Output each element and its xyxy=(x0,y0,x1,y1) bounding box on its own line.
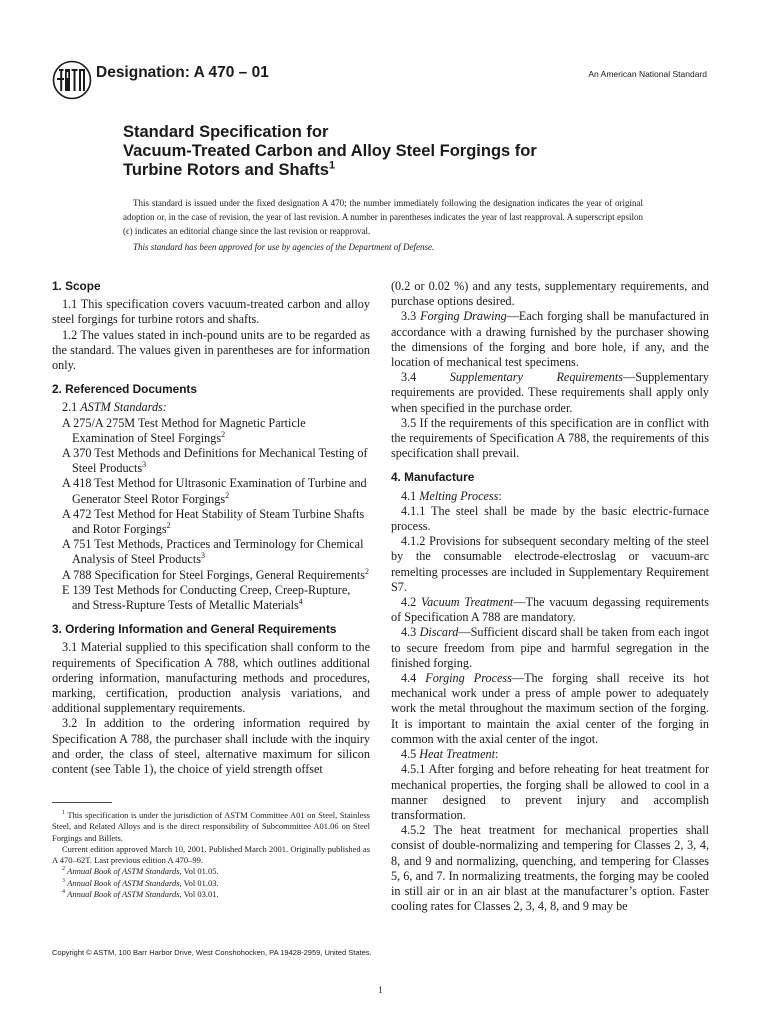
title-line-3 xyxy=(123,161,683,180)
ref-footnote-mark: 2 xyxy=(225,490,230,500)
para-4-5-1: 4.5.1 After forging and before reheating for heat treatment for mechanical properties, the forging shall be allowed to cool in a manner designed to prevent injury and accomplish transformation. xyxy=(391,762,709,822)
para-title: Forging Process xyxy=(425,671,512,686)
footnote-2 xyxy=(52,866,370,877)
para-text: —Supplementary requirements are provided. These requirements shall apply only when specified in the purchase order. xyxy=(391,370,710,415)
footnote-1 xyxy=(52,810,370,844)
footnote-3 xyxy=(52,878,370,889)
section-2-heading: 2. Referenced Documents xyxy=(52,382,197,397)
ref-text: A 275/A 275M Test Method for Magnetic Particle Examination of Steel Forgings xyxy=(62,415,306,445)
designation: Designation: A 470 – 01 xyxy=(96,64,269,81)
ref-footnote-mark: 3 xyxy=(142,460,147,470)
para-3-5: 3.5 If the requirements of this specification are in conflict with the requirements of Specification A 788, the requirements of this specification shall prevail. xyxy=(391,415,709,461)
section-4-heading: 4. Manufacture xyxy=(391,470,475,485)
para-num: 4.1 xyxy=(401,488,420,503)
para-4-4 xyxy=(391,671,709,747)
para-colon: : xyxy=(495,747,499,762)
footnote-volume: , Vol 03.01. xyxy=(179,889,219,900)
para-num: 4.4 xyxy=(401,671,426,686)
title-line-3-text: Turbine Rotors and Shafts xyxy=(123,161,329,179)
astm-logo xyxy=(52,60,92,100)
ref-a418 xyxy=(52,476,370,506)
dod-approval-note: This standard has been approved for use by agencies of the Department of Defense. xyxy=(133,242,435,252)
para-4-1 xyxy=(391,489,709,504)
para-text: —The forging shall receive its hot mechanical work under a press of ample power to adequately work the metal throughout the maximum section of the forging. It is important to maintain the axial center of the forging in common with the axial center of the ingot. xyxy=(391,671,709,746)
ref-text: E 139 Test Methods for Conducting Creep, Creep-Rupture, and Stress-Rupture Tests of Metallic Materials xyxy=(62,582,351,613)
para-4-3 xyxy=(391,625,709,671)
para-4-5 xyxy=(391,747,709,762)
ref-text: A 751 Test Methods, Practices and Terminology for Chemical Analysis of Steel Products xyxy=(62,537,364,567)
para-4-2 xyxy=(391,595,709,625)
footnote-mark: 3 xyxy=(62,877,65,884)
footnote-text: This specification is under the jurisdiction of ASTM Committee A01 on Steel, Stainless Steel, and Related Alloys and is the direct responsibility of Subcommittee A01.06 on Steel Forgings and Billets. xyxy=(52,810,370,843)
para-title: Melting Process xyxy=(419,488,499,503)
para-text: —Each forging shall be manufactured in accordance with a drawing furnished by the purchaser showing the dimensions of the forging and bore hole, if any, and the location of mechanical test specimens. xyxy=(391,309,710,370)
copyright-notice: Copyright © ASTM, 100 Barr Harbor Drive, West Conshohocken, PA 19428-2959, United States. xyxy=(52,948,372,957)
para-2-1 xyxy=(52,400,370,415)
para-4-1-1: 4.1.1 The steel shall be made by the basic electric-furnace process. xyxy=(391,503,709,534)
ref-footnote-mark: 2 xyxy=(166,520,171,530)
section-1-heading: 1. Scope xyxy=(52,279,101,293)
para-num: 3.3 xyxy=(401,309,421,324)
ref-a751 xyxy=(52,537,370,567)
para-4-5-2: 4.5.2 The heat treatment for mechanical properties shall consist of double-normalizing and tempering for Classes 2, 3, 4, 8, and 9 and normalizing, quenching, and tempering for Classes 5, 6, and 7. In normalizing treatments, the forging may be cooled in still air or in an air blast at the manufacturer’s option. Faster cooling rates for Classes 2, 3, 4, 8, and 9 may be xyxy=(391,823,709,914)
ref-text: A 418 Test Method for Ultrasonic Examination of Turbine and Generator Steel Rotor Forgings xyxy=(62,476,367,506)
para-3-2-continued: (0.2 or 0.02 %) and any tests, supplementary requirements, and purchase options desired. xyxy=(391,279,709,309)
footnote-1-edition: Current edition approved March 10, 2001. Published March 2001. Originally published as A 470–62T. Last previous edition A 470–99. xyxy=(52,843,370,866)
title-line-2: Vacuum-Treated Carbon and Alloy Steel Forgings for xyxy=(123,142,537,160)
footnote-mark: 1 xyxy=(62,810,65,817)
para-num: 4.2 xyxy=(401,595,421,610)
footnote-mark: 2 xyxy=(62,866,65,873)
para-colon: : xyxy=(498,488,502,503)
para-title: Supplementary Requirements xyxy=(449,370,624,385)
american-national-standard-label: An American National Standard xyxy=(588,69,707,79)
para-3-1: 3.1 Material supplied to this specification shall conform to the requirements of Specification A 788, which outlines additional ordering information, manufacturing methods and procedures, marking, certification, production analysis variations, and additional supplementary requirements. xyxy=(52,640,370,716)
para-2-1-num: 2.1 xyxy=(62,400,81,415)
page-number: 1 xyxy=(378,986,383,996)
para-2-1-title: ASTM Standards: xyxy=(80,400,167,415)
para-title: Heat Treatment xyxy=(419,747,495,762)
title-line-1: Standard Specification for xyxy=(123,123,329,141)
ref-text: A 788 Specification for Steel Forgings, General Requirements xyxy=(62,567,366,582)
ref-footnote-mark: 2 xyxy=(221,429,226,439)
para-num: 4.3 xyxy=(401,625,420,640)
para-num: 3.4 xyxy=(401,370,450,385)
para-title: Vacuum Treatment xyxy=(421,595,514,610)
footnote-4 xyxy=(52,889,370,900)
para-4-1-2: 4.1.2 Provisions for subsequent secondary melting of the steel by the consumable electrode-electroslag or vacuum-arc remelting processes are included in Supplementary Requirement S7. xyxy=(391,534,709,594)
footnote-volume: , Vol 01.05. xyxy=(179,866,219,877)
para-text: —Sufficient discard shall be taken from each ingot to secure freedom from pipe and harmful segregation in the finished forging. xyxy=(391,625,709,670)
footnote-mark: 4 xyxy=(62,889,65,896)
ref-footnote-mark: 2 xyxy=(365,566,370,576)
ref-e139 xyxy=(52,583,370,613)
footnote-text: Annual Book of ASTM Standards xyxy=(67,877,180,888)
ref-text: A 472 Test Method for Heat Stability of Steam Turbine Shafts and Rotor Forgings xyxy=(62,506,365,537)
ref-text: A 370 Test Methods and Definitions for Mechanical Testing of Steel Products xyxy=(62,446,368,476)
para-title: Forging Drawing xyxy=(420,309,507,324)
left-column xyxy=(52,279,370,777)
document-title xyxy=(123,123,683,180)
para-text: —The vacuum degassing requirements of Specification A 788 are mandatory. xyxy=(391,595,710,625)
right-column xyxy=(391,279,709,914)
ref-footnote-mark: 4 xyxy=(298,597,303,606)
para-num: 4.5 xyxy=(401,747,420,762)
ref-a370 xyxy=(52,446,370,476)
para-1-2: 1.2 The values stated in inch-pound units are to be regarded as the standard. The values given in parentheses are for information only. xyxy=(52,327,370,373)
ref-footnote-mark: 3 xyxy=(200,551,205,561)
footnote-rule xyxy=(52,802,112,803)
ref-a275 xyxy=(52,416,370,446)
para-3-4 xyxy=(391,370,709,416)
para-3-3 xyxy=(391,309,709,370)
ref-a788 xyxy=(52,568,370,583)
footnotes xyxy=(52,810,370,900)
para-3-2: 3.2 In addition to the ordering information required by Specification A 788, the purchaser shall include with the inquiry and order, the class of steel, alternative maximum for silicon content (see Table 1), the choice of yield strength offset xyxy=(52,716,370,777)
para-1-1: 1.1 This specification covers vacuum-treated carbon and alloy steel forgings for turbine rotors and shafts. xyxy=(52,297,370,327)
footnote-text: Annual Book of ASTM Standards xyxy=(67,866,180,877)
para-title: Discard xyxy=(419,625,459,640)
ref-a472 xyxy=(52,507,370,537)
footnote-text: Annual Book of ASTM Standards xyxy=(67,889,180,900)
issue-note: This standard is issued under the fixed designation A 470; the number immediately following the designation indicates the year of original adoption or, in the case of revision, the year of last revision. A number in parentheses indicates the year of last reapproval. A superscript epsilon (ϵ) indicates an editorial change since the last revision or reapproval. xyxy=(123,198,643,236)
footnote-volume: , Vol 01.03. xyxy=(179,877,219,888)
title-footnote-mark: 1 xyxy=(328,159,336,172)
section-3-heading: 3. Ordering Information and General Requirements xyxy=(52,622,337,637)
